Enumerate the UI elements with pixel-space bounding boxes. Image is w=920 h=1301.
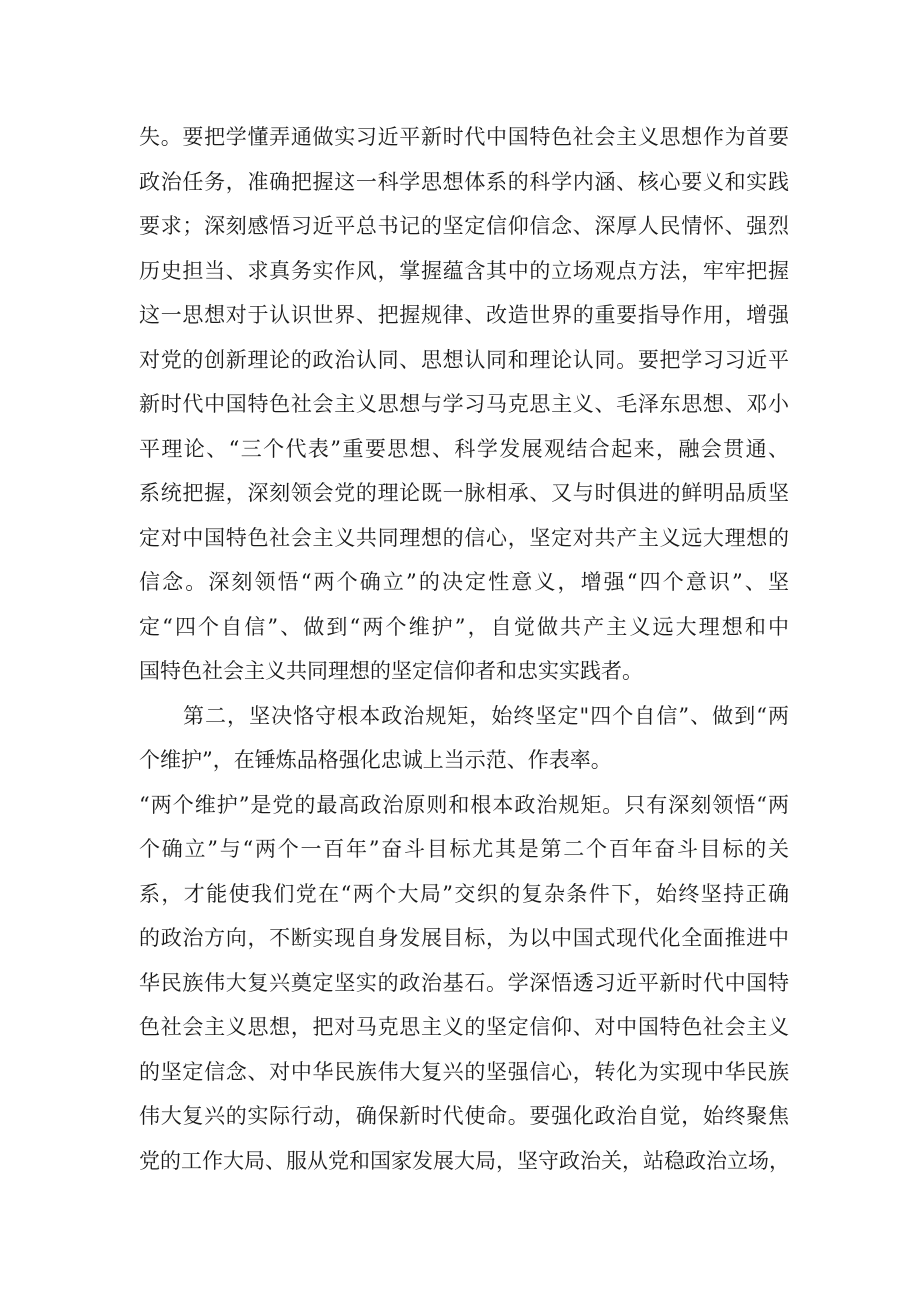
text-line: 色社会主义思想，把对马克思主义的坚定信仰、对中国特色社会主义 — [139, 1015, 789, 1039]
heading-line: 第二，坚决恪守根本政治规矩，始终坚定"四个自信”、做到“两 — [183, 703, 789, 728]
text-line: 伟大复兴的实际行动，确保新时代使命。要强化政治自觉，始终聚焦 — [139, 1104, 789, 1128]
text-line: 平理论、“三个代表”重要思想、科学发展观结合起来，融会贯通、 — [139, 436, 789, 461]
text-line: 这一思想对于认识世界、把握规律、改造世界的重要指导作用，增强 — [139, 303, 789, 327]
text-line: 华民族伟大复兴奠定坚实的政治基石。学深悟透习近平新时代中国特 — [139, 970, 789, 995]
text-line: 政治任务，准确把握这一科学思想体系的科学内涵、核心要义和实践 — [139, 169, 789, 194]
paragraph-continuation — [139, 115, 789, 694]
text-line: 系统把握，深刻领会党的理论既一脉相承、又与时俱进的鲜明品质坚 — [139, 481, 789, 505]
text-line: 党的工作大局、服从党和国家发展大局，坚守政治关，站稳政治立场， — [139, 1148, 790, 1173]
text-line: 系，才能使我们党在“两个大局”交织的复杂条件下，始终坚持正确 — [139, 881, 789, 906]
text-line: 定“四个自信”、做到“两个维护”，自觉做共产主义远大理想和中 — [139, 614, 789, 639]
heading-line: 个维护”，在锤炼品格强化忠诚上当示范、作表率。 — [139, 748, 612, 772]
text-line: 的政治方向，不断实现自身发展目标，为以中国式现代化全面推进中 — [139, 926, 789, 950]
text-line: 个确立”与“两个一百年”奋斗目标尤其是第二个百年奋斗目标的关 — [139, 837, 789, 861]
section-heading — [139, 694, 789, 783]
text-line: 的坚定信念、对中华民族伟大复兴的坚强信心，转化为实现中华民族 — [139, 1059, 789, 1084]
text-line: 历史担当、求真务实作风，掌握蕴含其中的立场观点方法，牢牢把握 — [139, 258, 789, 283]
text-line: 对党的创新理论的政治认同、思想认同和理论认同。要把学习习近平 — [139, 347, 789, 372]
text-line: 新时代中国特色社会主义思想与学习马克思主义、毛泽东思想、邓小 — [139, 392, 789, 416]
text-line: 失。要把学懂弄通做实习近平新时代中国特色社会主义思想作为首要 — [139, 125, 789, 149]
text-line: 定对中国特色社会主义共同理想的信心，坚定对共产主义远大理想的 — [139, 525, 789, 550]
paragraph-two — [139, 783, 789, 1184]
text-line: 信念。深刻领悟“两个确立”的决定性意义，增强“四个意识”、坚 — [139, 570, 789, 594]
text-line: 国特色社会主义共同理想的坚定信仰者和忠实实践者。 — [139, 659, 643, 683]
text-line: 要求；深刻感悟习近平总书记的坚定信仰信念、深厚人民情怀、强烈 — [139, 214, 789, 238]
text-line: “两个维护”是党的最高政治原则和根本政治规矩。只有深刻领悟“两 — [139, 792, 789, 817]
document-body — [139, 115, 789, 1183]
